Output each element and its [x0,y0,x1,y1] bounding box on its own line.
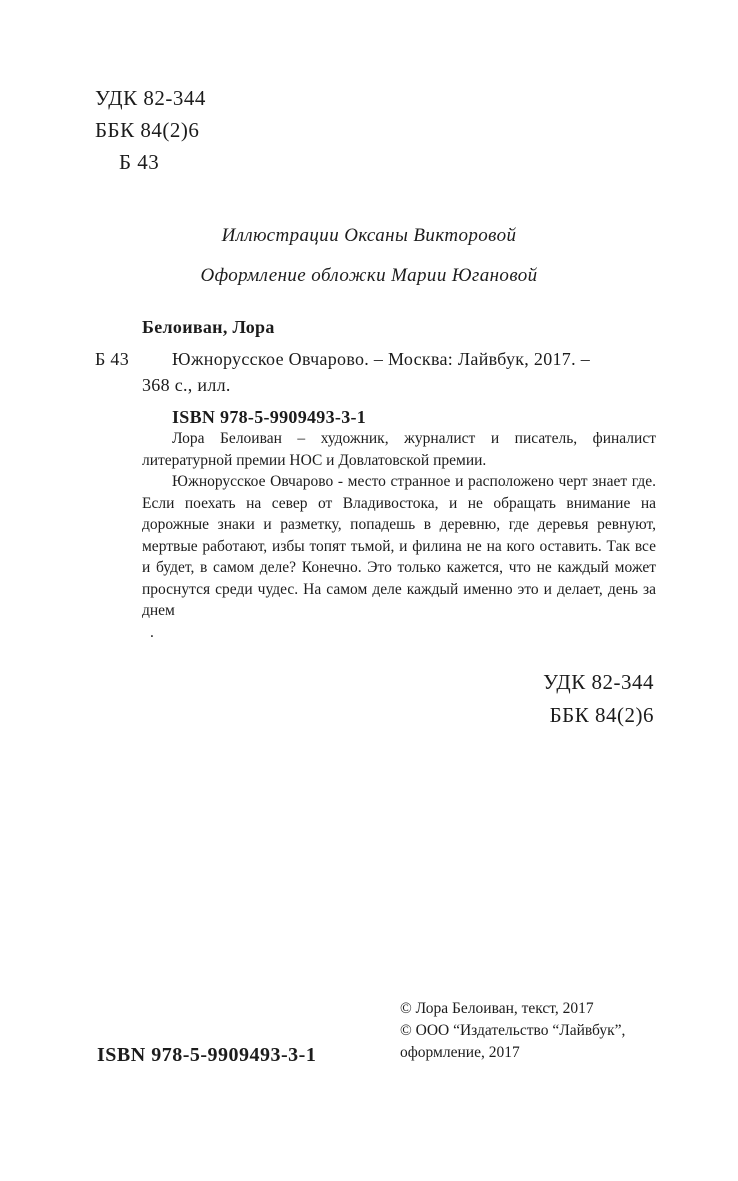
annotation-paragraph-summary: Южнорусское Овчарово - место странное и расположено черт знает где. Если поехать на север от Владивостока, и не обращать внимание на дорожные знаки и разметку, попадешь в деревню, где деревья ревнуют, мертвые работают, избы топят тьмой, и филина не на кого оставить. Так все и будет, в самом деле? Конечно. Это только кажется, что не каждый может проснутся среди чудес. На самом деле каждый именно это и делает, день за днем [142,473,656,619]
catalog-author-sign: Б 43 [95,349,130,369]
copyright-author-line: © Лора Белоиван, текст, 2017 [400,1000,594,1017]
catalog-entry-title: Южнорусское Овчарово. – Москва: Лайвбук, 2017. – [172,349,591,369]
illustrations-credit: Иллюстрации Оксаны Викторовой [221,225,517,246]
bbk-code-bottom: ББК 84(2)6 [549,703,654,727]
catalog-isbn: ISBN 978-5-9909493-3-1 [172,407,367,427]
catalog-author: Белоиван, Лора [142,317,275,337]
footer-catalog-codes [543,666,654,732]
top-catalog-codes [95,82,206,178]
annotation-stray-dot: . [150,623,154,641]
udk-code-top: УДК 82-344 [95,86,206,110]
annotation-block [142,428,656,643]
author-sign-code-top: Б 43 [119,150,160,174]
catalog-entry-pages: 368 с., илл. [142,375,231,395]
isbn-bottom: ISBN 978-5-9909493-3-1 [97,1044,317,1066]
catalog-entry-row [95,346,658,372]
credits-block [0,216,738,296]
udk-code-bottom: УДК 82-344 [543,670,654,694]
catalog-card [95,314,658,430]
bbk-code-top: ББК 84(2)6 [95,118,200,142]
annotation-paragraph-author: Лора Белоиван – художник, журналист и писатель, финалист литературной премии НОС и Довлатовской премии. [142,430,656,469]
cover-design-credit: Оформление обложки Марии Югановой [200,265,538,286]
copyright-design-line: оформление, 2017 [400,1044,520,1061]
copyright-publisher-line: © ООО “Издательство “Лайвбук”, [400,1022,626,1039]
copyright-block [400,998,625,1064]
